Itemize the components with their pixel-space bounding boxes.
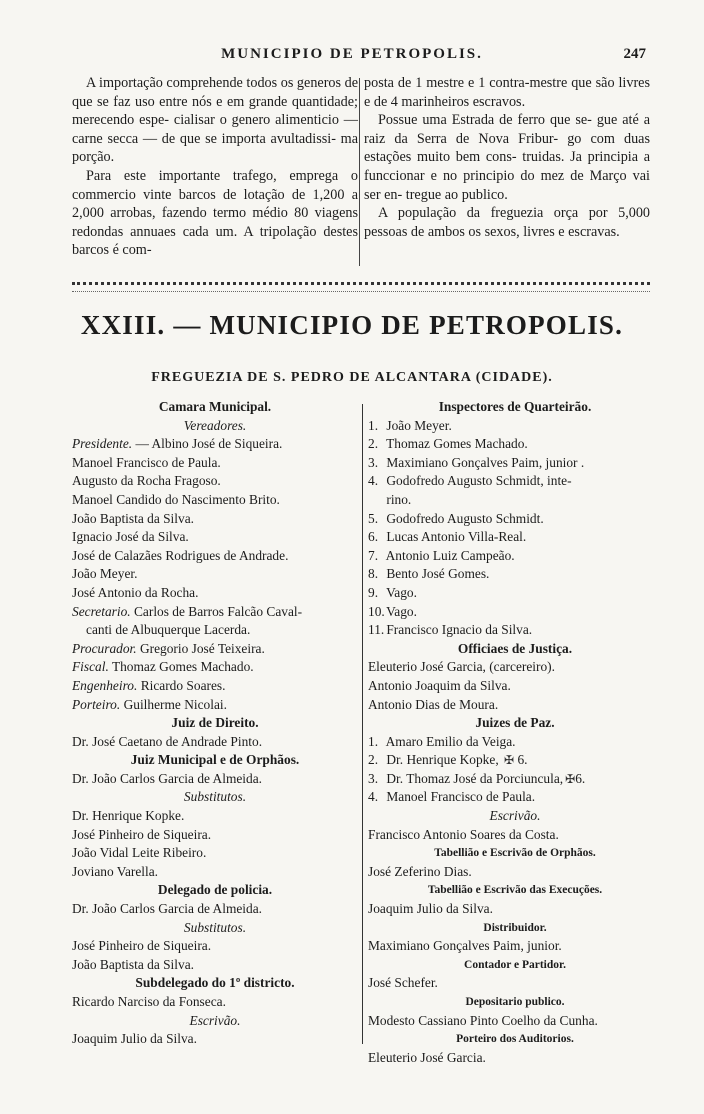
entry: Ricardo Narciso da Fonseca.	[72, 994, 226, 1009]
person-name: Thomaz Gomes Machado.	[386, 436, 528, 452]
entry: Antonio Dias de Moura.	[368, 696, 499, 712]
paragraph	[72, 167, 358, 260]
entry: José Antonio da Rocha.	[72, 584, 199, 600]
entry: João Vidal Leite Ribeiro.	[72, 845, 207, 861]
subheading: Substitutos.	[183, 789, 247, 805]
text-line: secca — de que se importa avultadissi-	[107, 130, 336, 147]
section-heading: Depositario publico.	[465, 996, 565, 1008]
column-divider	[362, 404, 363, 1044]
section-heading: Porteiro dos Auditorios.	[456, 1033, 574, 1046]
entry: Dr. Henrique Kopke.	[72, 808, 185, 824]
numbered-entry	[368, 603, 662, 622]
entry	[72, 640, 358, 659]
entry: Dr. João Carlos Garcia de Almeida.	[72, 770, 263, 786]
continued-text-left-column	[72, 74, 358, 260]
paragraph	[72, 74, 358, 167]
ornamental-rule	[72, 282, 650, 292]
numbered-entry	[368, 417, 662, 436]
person-name: Maximiano Gonçalves Paim, junior .	[386, 454, 585, 470]
entry: canti de Albuquerque Lacerda.	[86, 622, 251, 638]
entry: João Baptista da Silva.	[72, 510, 194, 526]
section-heading: Officiaes de Justiça.	[457, 640, 573, 656]
column-divider	[359, 78, 360, 266]
text-line: o commercio vinte barcos de lotação de	[72, 167, 359, 203]
numbered-entry	[368, 584, 662, 603]
text-line: generos de que se faz uso entre nós e	[72, 75, 359, 110]
person-name: Antonio Luiz Campeão.	[385, 547, 515, 563]
entry: Ignacio José da Silva.	[72, 529, 189, 545]
text-line: ma porção.	[72, 130, 359, 166]
entry: João Baptista da Silva.	[72, 956, 194, 972]
order-grade: 6.	[575, 770, 586, 786]
text-line: gue até a raiz da Serra de Nova Fribur-	[364, 112, 650, 147]
entry: Francisco Antonio Soares da Costa.	[368, 826, 559, 842]
person-name: Lucas Antonio Villa-Real.	[386, 529, 527, 545]
person-name: Thomaz Gomes Machado.	[111, 659, 254, 675]
numbered-entry	[368, 565, 662, 584]
entry-number: 4.	[368, 789, 379, 805]
section-heading: Juizes de Paz.	[475, 715, 555, 731]
page-number: 247	[623, 46, 646, 62]
entry: José Zeferino Dias.	[368, 863, 472, 879]
numbered-entry	[368, 751, 662, 770]
paragraph	[364, 74, 650, 111]
entry: José Schefer.	[368, 975, 438, 991]
entry	[72, 603, 358, 622]
text-line: são livres e de 4 marinheiros escravos.	[364, 75, 650, 110]
subheading: Escrivão.	[489, 808, 541, 824]
subheading: Vereadores.	[183, 417, 247, 433]
person-name: Francisco Ignacio da Silva.	[386, 622, 533, 638]
order-cross-icon: ✠	[565, 771, 576, 786]
person-name: Gregorio José Teixeira.	[139, 640, 265, 656]
text-line: principio do mez de Março vai ser en-	[364, 167, 650, 203]
entry-number: 2.	[368, 752, 379, 768]
text-line: cialisar o genero alimenticio — carne	[72, 112, 358, 147]
entry: Joaquim Julio da Silva.	[72, 1031, 197, 1047]
entry: Joaquim Julio da Silva.	[368, 901, 493, 917]
role-label: Presidente.	[72, 436, 133, 452]
directory-left-column	[72, 398, 358, 1049]
section-heading: Inspectores de Quarteirão.	[438, 399, 592, 414]
text-line: em grande quantidade; merecendo espe-	[72, 93, 358, 129]
role-label: Secretario.	[72, 603, 131, 619]
numbered-entry	[368, 770, 662, 789]
entry-number: 8.	[368, 566, 379, 582]
text-line: tregue ao publico.	[405, 186, 508, 203]
chapter-title: XXIII. — MUNICIPIO DE PETROPOLIS.	[80, 310, 624, 340]
entry	[72, 677, 358, 696]
text-line: 1,200 a 2,000 arrobas, fazendo termo	[72, 186, 358, 222]
numbered-entry	[368, 547, 662, 566]
section-heading: Tabellião e Escrivão das Execuções.	[427, 884, 603, 897]
paragraph	[364, 111, 650, 204]
entry-number: 10.	[368, 603, 385, 619]
person-name: Amaro Emilio da Veiga.	[385, 733, 516, 749]
section-heading: Juiz Municipal e de Orphãos.	[130, 752, 300, 768]
text-line: A população da freguezia orça por	[378, 205, 608, 222]
person-name: Bento José Gomes.	[386, 566, 490, 582]
entry	[72, 696, 358, 715]
person-name: Carlos de Barros Falcão Caval-	[134, 603, 303, 619]
entry-number: 6.	[368, 529, 379, 545]
role-label: Engenheiro.	[72, 677, 138, 693]
person-name: Dr. Thomaz José da Porciuncula,	[386, 770, 564, 786]
order-grade: 6.	[517, 752, 528, 768]
person-name: — Albino José de Siqueira.	[135, 436, 283, 452]
numbered-entry	[368, 472, 662, 491]
text-line: Possue uma Estrada de ferro que se-	[378, 112, 592, 129]
entry: Eleuterio José Garcia, (carcereiro).	[368, 659, 555, 675]
person-name: Guilherme Nicolai.	[123, 696, 227, 712]
entry-number: 3.	[368, 454, 379, 470]
entry: Manoel Francisco de Paula.	[72, 454, 221, 470]
entry-number: 5.	[368, 510, 379, 526]
entry-number: 3.	[368, 770, 379, 786]
subheading: Escrivão.	[189, 1012, 241, 1028]
role-label: Procurador.	[72, 640, 137, 656]
entry	[72, 435, 358, 454]
numbered-entry	[368, 454, 662, 473]
section-heading: Delegado de policia.	[157, 882, 273, 898]
entry-number: 1.	[368, 733, 379, 749]
paragraph	[364, 204, 650, 241]
entry-number: 9.	[368, 584, 379, 600]
role-label: Porteiro.	[72, 696, 121, 712]
numbered-entry	[368, 621, 662, 640]
text-line: posta de 1 mestre e 1 contra-mestre que	[364, 75, 592, 91]
person-name: Godofredo Augusto Schmidt.	[386, 510, 544, 526]
text-line: go com duas estações muito bem cons-	[364, 130, 650, 166]
running-title: MUNICIPIO DE PETROPOLIS.	[221, 46, 483, 62]
numbered-entry	[368, 788, 662, 807]
entry-number: 1.	[368, 417, 379, 433]
person-name: Vago.	[386, 603, 417, 619]
entry-number: 4.	[368, 473, 379, 489]
section-heading: Camara Municipal.	[158, 399, 272, 414]
text-line: médio 80 viagens redondas annuaes cada	[72, 205, 358, 240]
text-line: truidas. Ja principia a funccionar e no	[364, 149, 651, 184]
numbered-entry	[368, 528, 662, 547]
entry: José de Calazães Rodrigues de Andrade.	[72, 547, 289, 563]
role-label: Fiscal.	[72, 659, 109, 675]
entry-number: 7.	[368, 547, 379, 563]
parish-title: FREGUEZIA DE S. PEDRO DE ALCANTARA (CIDADE).	[151, 370, 553, 385]
section-heading: Juiz de Direito.	[171, 715, 259, 731]
person-name: Godofredo Augusto Schmidt, inte-	[386, 473, 572, 489]
entry: Dr. João Carlos Garcia de Almeida.	[72, 901, 263, 917]
entry: José Pinheiro de Siqueira.	[72, 938, 212, 954]
person-name: Manoel Francisco de Paula.	[386, 789, 536, 805]
entry: João Meyer.	[72, 566, 138, 582]
directory-right-column	[368, 398, 662, 1067]
entry: Eleuterio José Garcia.	[368, 1049, 486, 1065]
text-line: 5,000 pessoas de ambos os sexos, livres	[364, 205, 651, 240]
text-line: A importação comprehende todos os	[86, 75, 294, 91]
entry: Dr. José Caetano de Andrade Pinto.	[72, 733, 263, 749]
subheading: Substitutos.	[183, 919, 247, 935]
directory	[72, 398, 662, 1065]
entry: Manoel Candido do Nascimento Brito.	[72, 491, 280, 507]
person-name: Dr. Henrique Kopke,	[386, 752, 499, 768]
text-line: Para este importante trafego, emprega	[86, 167, 339, 184]
numbered-entry	[368, 435, 662, 454]
order-cross-icon: ✠	[504, 753, 515, 768]
numbered-entry	[368, 510, 662, 529]
person-name: Vago.	[386, 584, 417, 600]
entry: Modesto Cassiano Pinto Coelho da Cunha.	[368, 1012, 598, 1028]
entry: José Pinheiro de Siqueira.	[72, 826, 212, 842]
entry-number: 11.	[368, 622, 385, 638]
entry: Joviano Varella.	[72, 863, 159, 879]
continued-text-right-column	[364, 74, 650, 241]
entry	[72, 658, 358, 677]
numbered-entry	[368, 733, 662, 752]
section-heading: Tabellião e Escrivão de Orphãos.	[434, 847, 596, 860]
entry: Maximiano Gonçalves Paim, junior.	[368, 938, 562, 954]
person-name: Ricardo Soares.	[140, 677, 226, 693]
section-heading: Contador e Partidor.	[464, 958, 566, 971]
person-name: João Meyer.	[386, 417, 452, 433]
section-heading: Distribuidor.	[483, 921, 547, 934]
section-heading: Subdelegado do 1º districto.	[135, 975, 295, 991]
entry: Antonio Joaquim da Silva.	[368, 677, 511, 693]
running-head	[0, 46, 704, 68]
person-name: rino.	[386, 491, 412, 507]
entry: Augusto da Rocha Fragoso.	[72, 473, 221, 489]
entry-number: 2.	[368, 436, 379, 452]
text-line: um. A tripolação destes barcos é com-	[72, 223, 358, 259]
continued-text	[72, 74, 650, 270]
text-line: e escravas.	[558, 223, 620, 240]
numbered-entry	[368, 491, 662, 510]
